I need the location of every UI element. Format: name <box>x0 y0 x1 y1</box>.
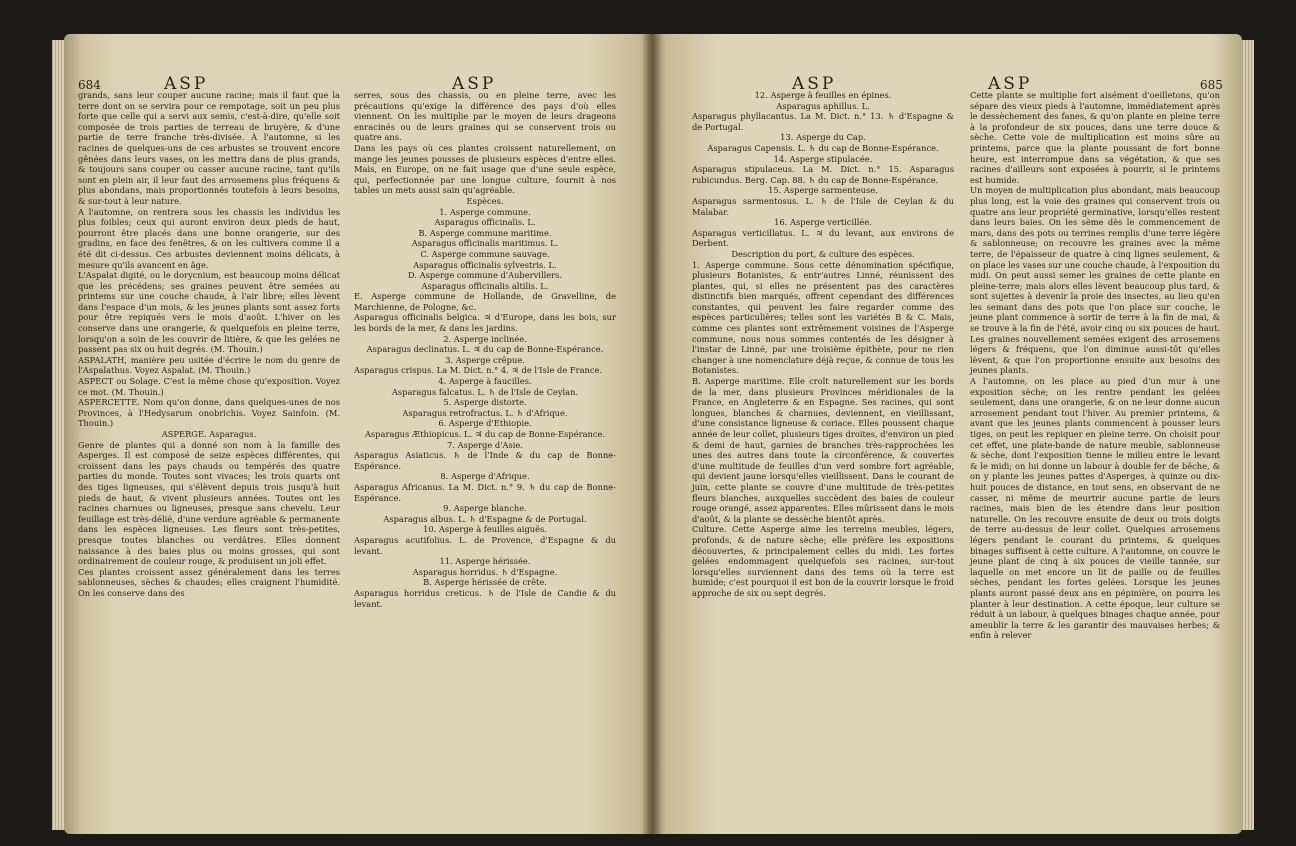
text-line: 14. Asperge stipulacée. <box>773 153 873 164</box>
text-line: Cette plante se multiplie fort aisément d'oeilletons, qu'on sépare des vieux pieds à l'automne, immédiatement après le dessèchement des fanes, & qu'on plante en pleine terre à la profondeur de six pouces, dans une terre douce & sèche. Cette voie de multiplication est moins sûre au printems, parce que la plante poussant de fort bonne heure, est interrompue dans sa végétation, & que ses racines d'ailleurs sont exposées à pourrir, si le printems est humide. <box>970 90 1220 185</box>
text-line: 1. Asperge commune. Sous cette dénomination spécifique, plusieurs Botanistes, & entr'autres Linné, réunissent des plantes, qui, si elles ne présentent pas des caractères distinctifs bien marqués, offrent cependant des différences constantes, qui peuvent les faire regarder comme des espèces particulières; telles sont les variétés B & C. Mais, comme ces plantes sont extrêmement voisines de l'Asperge commune, nous nous sommes contentés de les désigner à l'instar de Linné, par une troisième épithète, pour ne rien changer à une nomenclature déjà reçue, & connue de tous les Botanistes. <box>692 259 954 376</box>
text-line: Asparagus crispus. La M. Dict. n.° 4. ♃ de l'Isle de France. <box>354 365 603 376</box>
right-column-1 <box>692 90 954 599</box>
text-line: 16. Asperge verticillée. <box>774 217 872 228</box>
text-line: Asparagus officinalis altilis. L. <box>421 280 549 291</box>
text-line: Asparagus Æthiopicus. L. ♃ du cap de Bonne-Espérance. <box>364 429 606 439</box>
text-line: Genre de plantes qui a donné son nom à la famille des Asperges. Il est composé de seize espèces différentes, qui croissent dans les pays chauds ou tempérés des quatre parties du monde. Toutes sont vivaces; les trois quarts ont des tiges ligneuses, qui s'élèvent depuis trois jusqu'à huit pieds de haut, & vivent plusieurs années. Toutes ont les racines charnues ou ligneuses, presque sans chevelu. Leur feuillage est très-délié, d'une verdure agréable & permanente dans les espèces ligneuses. Les fleurs sont très-petites, presque toutes blanches ou verdâtres. Elles donnent naissance à des baies plus ou moins grosses, qui sont ordinairement de couleur rouge, & produisent un joli effet. <box>78 439 340 567</box>
right-column-2 <box>970 90 1220 641</box>
text-line: A l'automne, on les place au pied d'un mur à une exposition sèche; on les rentre pendant les gelées seulement, dans une orangerie, & on ne leur donne aucun arrosement pendant tout l'hiver. Au premier printems, & avant que les jeunes plants commencent à pousser leurs tiges, on peut les repiquer en pleine terre. On choisit pour cet effet, une plate-bande de nature meuble, sablonneuse & sèche, dont l'exposition tienne le milieu entre le levant & le midi; on lui donne un labour à double fer de bêche, & on y plante les jeunes pattes d'Asperges, à quinze ou dix-huit pouces de distance, en tout sens, en observant de ne casser, ni même de meurtrir aucune partie de leurs racines, mais bien de les étendre dans leur position naturelle. On les recouvre ensuite de deux ou trois doigts de terre au-dessus de leur collet. Quelques arrosemens légers pendant le courant du printems, & quelques binages suffisent à cette culture. A l'automne, on couvre le jeune plant de cinq à six pouces de vieille tannée, sur laquelle on met encore un lit de paille ou de feuilles sèches, pendant les fortes gelées. Lorsque les jeunes plants auront passé deux ans en pépinière, on pourra les planter à leur destination. A cette époque, leur culture se réduit à un labour, à quelques binages chaque année, pour ameublir la terre & les garantir des mauvaises herbes; & enfin à relever <box>970 376 1220 641</box>
text-line: serres, sous des chassis, ou en pleine terre, avec les précautions qu'exige la différence des pays d'où elles viennent. On les multiplie par le moyen de leurs drageons enracinés ou de leurs graines qui se conservent trois ou quatre ans. <box>354 90 616 143</box>
text-line: 1. Asperge commune. <box>439 206 531 217</box>
text-line: B. Asperge commune maritime. <box>418 227 552 238</box>
text-line: Asparagus Capensis. L. ♄ du cap de Bonne-Espérance. <box>707 142 939 153</box>
text-line: Asparagus officinalis. L. <box>434 217 536 228</box>
text-line: Asparagus Asiaticus. ♄ de l'Inde & du cap de Bonne-Espérance. <box>354 450 616 471</box>
text-line: B. Asperge maritime. Elle croît naturellement sur les bords de la mer, dans plusieurs Provinces méridionales de la France, en Angleterre & en Espagne. Ses racines, qui sont longues, blanches & charnues, deviennent, en vieillissant, d'une consistance ligneuse & coriace. Elles poussent chaque année de leur collet, plusieurs tiges droites, d'environ un pied & demi de haut, garnies de branches très-rapprochées les unes des autres dans toute la circonférence, & couvertes d'une multitude de feuilles d'un verd sombre fort agréable, qui devient jaune lorsqu'elles vieillissent. Dans le courant de juin, cette plante se couvre d'une multitude de très-petites fleurs blanches, auxquelles succèdent des baies de couleur rouge orangé, assez apparentes. Elles mûrissent dans le mois d'août, & la plante se dessèche bientôt après. <box>692 376 954 524</box>
text-line: 3. Asperge crêpue. <box>445 354 525 365</box>
text-line: ASPERGE. Asparagus. <box>161 429 257 439</box>
text-line: Dans les pays où ces plantes croissent naturellement, on mange les jeunes pousses de plusieurs espèces d'entre elles. Mais, en Europe, on ne fait usage que d'une seule espèce, qui, perfectionnée par une longue culture, fournit à nos tables un mets aussi sain qu'agréable. <box>354 142 616 196</box>
text-line: Asparagus albus. L. ♄ d'Espagne & de Portugal. <box>383 513 587 524</box>
left-page-number: 684 <box>78 78 101 92</box>
text-line: Asparagus retrofractus. L. ♄ d'Afrique. <box>402 407 568 418</box>
text-line: Un moyen de multiplication plus abondant, mais beaucoup plus long, est la voie des graines qui conservent trois ou quatre ans leur propriété germinative, lorsqu'elles restent dans leurs baies. On les sème dès le commencement de mars, dans des pots ou terrines remplis d'une terre légère & sablonneuse; on recouvre les graines avec la même terre, de l'épaisseur de quatre à cinq lignes seulement, & on place les vases sur une couche chaude, à l'exposition du midi. On peut aussi semer les graines de cette plante en pleine-terre; mais alors elles lèvent beaucoup plus tard, & sont sujettes à devenir la proie des insectes, au lieu qu'en les semant dans des pots que l'on place sur couche, le jeune plant commence à sortir de terre à la fin de mai, & se trouve à la fin de l'été, avoir cinq ou six pouces de haut. Les graines nouvellement semées exigent des arrosemens légers & fréquens, que l'on diminue aussi-tôt qu'elles lèvent, & que l'on proportionne ensuite aux besoins des jeunes plants. <box>970 185 1220 376</box>
text-line: ASPERCETTE. Nom qu'on donne, dans quelques-unes de nos Provinces, à l'Hedysarum onobrichis. Voyez Sainfoin. (M. Thouin.) <box>78 397 340 429</box>
text-line: D. Asperge commune d'Aubervillers. <box>407 270 563 281</box>
text-line: Description du port, & culture des espèces. <box>731 248 915 259</box>
text-line: Asparagus Africanus. La M. Dict. n.° 9. ♄ du cap de Bonne-Espérance. <box>354 481 616 503</box>
text-line: Asparagus sarmentosus. L. ♄ de l'Isle de Ceylan & du Malabar. <box>692 195 954 217</box>
text-line: 11. Asperge hérissée. <box>439 556 531 567</box>
text-line: Asparagus verticillatus. L. ♃ du levant, aux environs de Derbent. <box>692 227 954 249</box>
text-line: Asparagus declinatus. L. ♃ du cap de Bonne-Espérance. <box>366 344 604 355</box>
text-line: 5. Asperge distorte. <box>443 397 527 408</box>
text-line: 2. Asperge inclinée. <box>443 333 527 344</box>
left-column-2 <box>354 90 616 609</box>
text-line: L'Aspalat digité, ou le dorycnium, est beaucoup moins délicat que les précédens; ses graines peuvent être semées au printems sur une couche chaude, à l'air libre; elles lèvent dans l'espace d'un mois, & les jeunes plants sont assez forts pour être repiqués vers le mois d'août. L'hiver on les conserve dans une orangerie, & quelquefois en pleine terre, lorsqu'on a soin de les couvrir de litière, & que les gelées ne passent pas six ou huit degrés. (M. Thouin.) <box>78 270 340 355</box>
right-page-edges <box>1240 40 1254 830</box>
book-gutter <box>642 34 662 834</box>
text-line: Asparagus officinalis belgica. ♃ d'Europe, dans les bois, sur les bords de la mer, & dans les jardins. <box>354 312 616 334</box>
text-line: Espèces. <box>466 195 504 206</box>
left-column-1 <box>78 90 340 599</box>
text-line: 10. Asperge à feuilles aiguës. <box>423 524 547 535</box>
text-line: Asparagus officinalis sylvestris. L. <box>413 259 557 270</box>
right-header-2: ASP <box>988 74 1033 94</box>
text-line: 6. Asperge d'Ethiopie. <box>438 418 532 429</box>
text-line: Asparagus officinalis maritimus. L. <box>411 238 559 249</box>
text-line: Asparagus falcatus. L. ♄ de l'Isle de Ceylan. <box>391 386 579 397</box>
text-line: Asparagus horridus. ♄ d'Espagne. <box>412 566 558 577</box>
text-line: A l'automne, on rentrera sous les chassis les individus les plus foibles; ceux qui auront environ deux pieds de haut, pourront être placés dans une bonne orangerie, sur des gradins, en face des fenêtres, & on les cultivera comme il a été dit ci-dessus. Ces arbustes deviennent moins délicats, à mesure qu'ils avancent en âge. <box>78 206 340 270</box>
text-line: Asparagus stipulaceus. La M. Dict. n.° 15. Asparagus rubicundus. Berg. Cap. 88. ♄ du cap de Bonne-Espérance. <box>692 164 954 185</box>
text-line: Ces plantes croissent assez généralement dans les terres sablonneuses, sèches & chaudes; elles craignent l'humidité. On les conserve dans des <box>78 566 340 598</box>
text-line: 7. Asperge d'Asie. <box>447 439 523 450</box>
text-line: 15. Asperge sarmenteuse. <box>768 185 878 196</box>
text-line: 8. Asperge d'Afrique. <box>440 471 530 482</box>
text-line: C. Asperge commune sauvage. <box>420 248 550 259</box>
left-header-2: ASP <box>452 74 497 94</box>
text-line: Asparagus horridus creticus. ♄ de l'Isle de Candie & du levant. <box>354 587 616 609</box>
right-header-1: ASP <box>792 74 837 94</box>
left-header-1: ASP <box>164 74 209 94</box>
right-page-number: 685 <box>1200 78 1223 92</box>
text-line: E. Asperge commune de Hollande, de Gravelline, de Marchienne, de Pologne, &c. <box>354 291 616 312</box>
text-line: Asparagus acutifolius. L. de Provence, d'Espagne & du levant. <box>354 534 616 556</box>
text-line: Culture. Cette Asperge aime les terreins meubles, légers, profonds, & de nature sèche; elle préfère les expositions découvertes, & principalement celles du midi. Les fortes gelées endommagent quelquefois ses racines, sur-tout lorsqu'elles surviennent dans des tems où la terre est humide; c'est pourquoi il est bon de la couvrir lorsque le froid approche de six ou sept degrés. <box>692 524 954 598</box>
left-page <box>64 34 652 834</box>
text-line: 13. Asperge du Cap. <box>780 132 866 143</box>
text-line: 4. Asperge à faucilles. <box>438 376 532 387</box>
text-line: ASPALATH, manière peu usitée d'écrire le nom du genre de l'Aspalathus. Voyez Aspalat. (M. Thouin.) <box>78 354 340 376</box>
text-line: ASPECT ou Solage. C'est la même chose qu'exposition. Voyez ce mot. (M. Thouin.) <box>78 376 340 397</box>
text-line: 9. Asperge blanche. <box>443 503 527 514</box>
text-line: grands, sans leur couper aucune racine; mais il faut que la terre dont on se servira pour ce rempotage, soit un peu plus forte que celle qui a servi aux semis, c'est-à-dire, qu'elle soit composée de trois parties de terreau de bruyère, & d'une partie de terre franche très-divisée. À l'automne, si les racines de quelques-uns de ces arbustes se trouvent encore gênées dans leurs vases, on les mettra dans de plus grands, & toujours sans couper ou casser aucune racine, tant qu'ils sont en plein air, il leur faut des arrosemens plus fréquens & plus abondans, mais proportionnés toutefois à leurs besoins, & sur-tout à leur nature. <box>78 90 340 206</box>
right-page <box>652 34 1242 834</box>
text-line: Asparagus aphillus. L. <box>776 100 870 111</box>
text-line: B. Asperge hérissée de crête. <box>423 577 547 588</box>
text-line: Asparagus phyllacantus. La M. Dict. n.° 13. ♄ d'Espagne & de Portugal. <box>692 111 954 132</box>
text-line: 12. Asperge à feuilles en épines. <box>754 90 892 100</box>
